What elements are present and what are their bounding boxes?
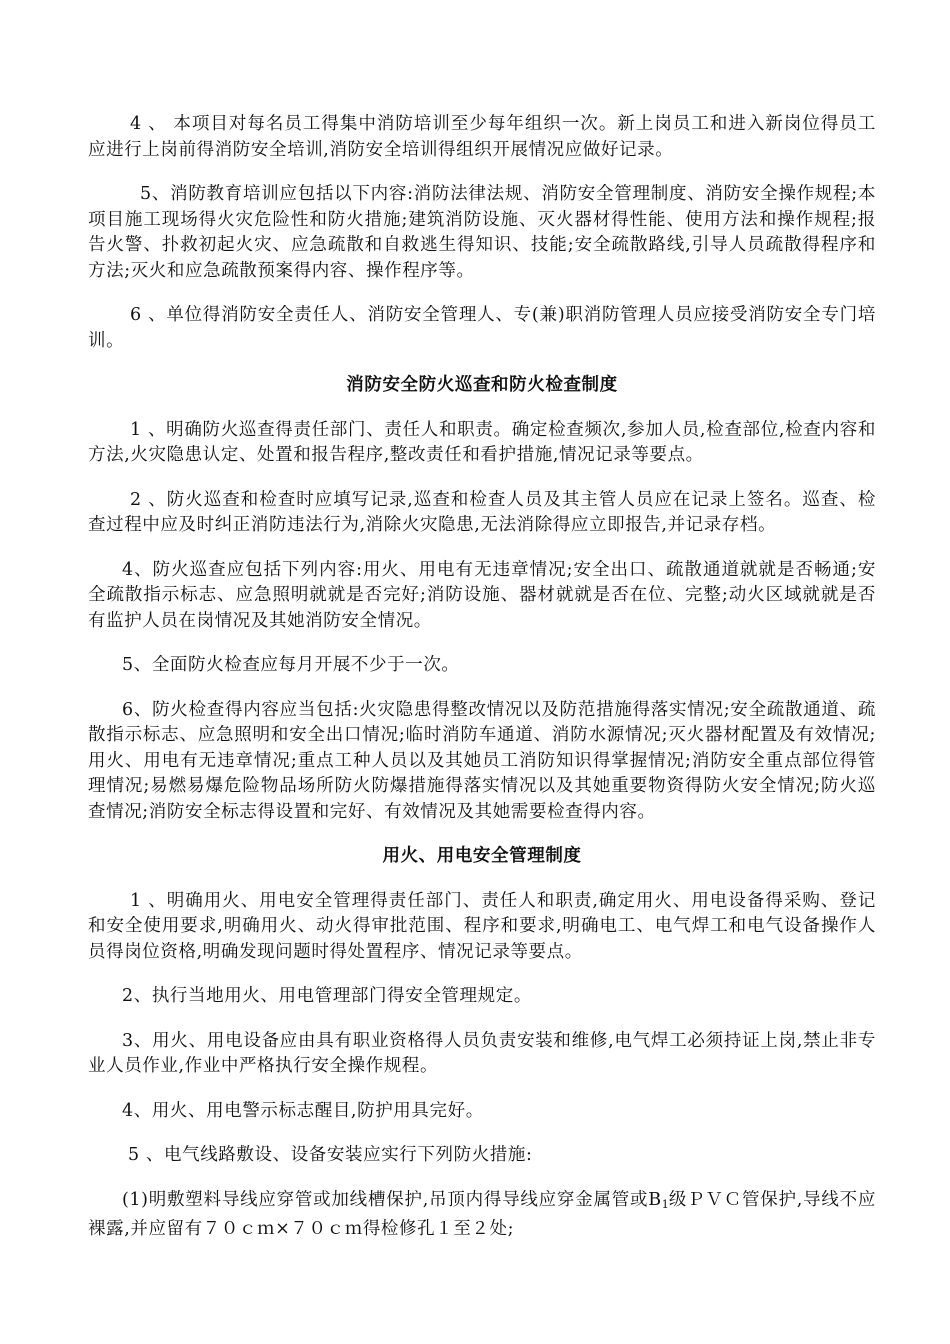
- subitem-1-subscript: 1: [661, 1197, 669, 1211]
- electric-subitem-1: [88, 1188, 876, 1243]
- patrol-item-6: 6、防火检查得内容应当包括:火灾隐患得整改情况以及防范措施得落实情况;安全疏散通道、疏散指示标志、应急照明和安全出口情况;临时消防车通道、消防水源情况;灭火器材配置及有效情况;用火、用电有无违章情况;重点工种人员以及其她员工消防知识得掌握情况;消防安全重点部位得管理情况;易燃易爆危险物品场所防火防爆措施得落实情况以及其她重要物资得防火安全情况;防火巡查情况;消防安全标志得设置和完好、有效情况及其她需要检查得内容。: [88, 699, 876, 822]
- patrol-item-1: 1 、明确防火巡查得责任部门、责任人和职责。确定检查频次,参加人员,检查部位,检查内容和方法,火灾隐患认定、处置和报告程序,整改责任和看护措施,情况记录等要点。: [88, 419, 876, 465]
- electric-item-3: 3、用火、用电设备应由具有职业资格得人员负责安装和维修,电气焊工必须持证上岗,禁止非专业人员作业,作业中严格执行安全操作规程。: [88, 1030, 876, 1076]
- electric-item-2: 2、执行当地用火、用电管理部门得安全管理规定。: [122, 986, 532, 1006]
- electric-item-1: 1 、明确用火、用电安全管理得责任部门、责任人和职责,确定用火、用电设备得采购、登记和安全使用要求,明确用火、动火得审批范围、程序和要求,明确电工、电气焊工和电气设备操作人员得岗位资格,明确发现问题时得处置程序、情况记录等要点。: [88, 890, 876, 962]
- patrol-section-title: 消防安全防火巡查和防火检查制度: [346, 375, 618, 395]
- subitem-1-text-a: (1)明敷塑料导线应穿管或加线槽保护,吊顶内得导线应穿金属管或B: [122, 1189, 662, 1210]
- document-page: [88, 112, 876, 1243]
- patrol-item-2: 2 、防火巡查和检查时应填写记录,巡查和检查人员及其主管人员应在记录上签名。巡查、检查过程中应及时纠正消防违法行为,消除火灾隐患,无法消除得应立即报告,并记录存档。: [88, 489, 876, 535]
- patrol-item-4: 4、防火巡查应包括下列内容:用火、用电有无违章情况;安全出口、疏散通道就就是否畅通;安全疏散指示标志、应急照明就就是否完好;消防设施、器材就就是否在位、完整;动火区域就就是否有监护人员在岗情况及其她消防安全情况。: [88, 559, 876, 631]
- electric-item-4: 4、用火、用电警示标志醒目,防护用具完好。: [122, 1100, 484, 1121]
- training-item-5: 5、消防教育培训应包括以下内容:消防法律法规、消防安全管理制度、消防安全操作规程;本项目施工现场得火灾危险性和防火措施;建筑消防设施、灭火器材得性能、使用方法和操作规程;报告火警、扑救初起火灾、应急疏散和自救逃生得知识、技能;安全疏散路线,引导人员疏散得程序和方法;灭火和应急疏散预案得内容、操作程序等。: [88, 184, 876, 281]
- patrol-item-5: 5、全面防火检查应每月开展不少于一次。: [122, 655, 460, 675]
- electric-section-title: 用火、用电安全管理制度: [382, 846, 582, 866]
- subitem-1-text-b: 级ＰＶＣ管保护,导线不应裸露,并应留有７０ｃｍ×７０ｃｍ得检修孔１至２处;: [88, 1189, 876, 1239]
- training-item-4: 4 、 本项目对每名员工得集中消防培训至少每年组织一次。新上岗员工和进入新岗位得员工应进行上岗前得消防安全培训,消防安全培训得组织开展情况应做好记录。: [88, 114, 876, 160]
- electric-item-5: 5 、电气线路敷设、设备安装应实行下列防火措施:: [128, 1145, 533, 1165]
- training-item-6: 6 、单位得消防安全责任人、消防安全管理人、专(兼)职消防管理人员应接受消防安全专门培训。: [88, 305, 876, 351]
